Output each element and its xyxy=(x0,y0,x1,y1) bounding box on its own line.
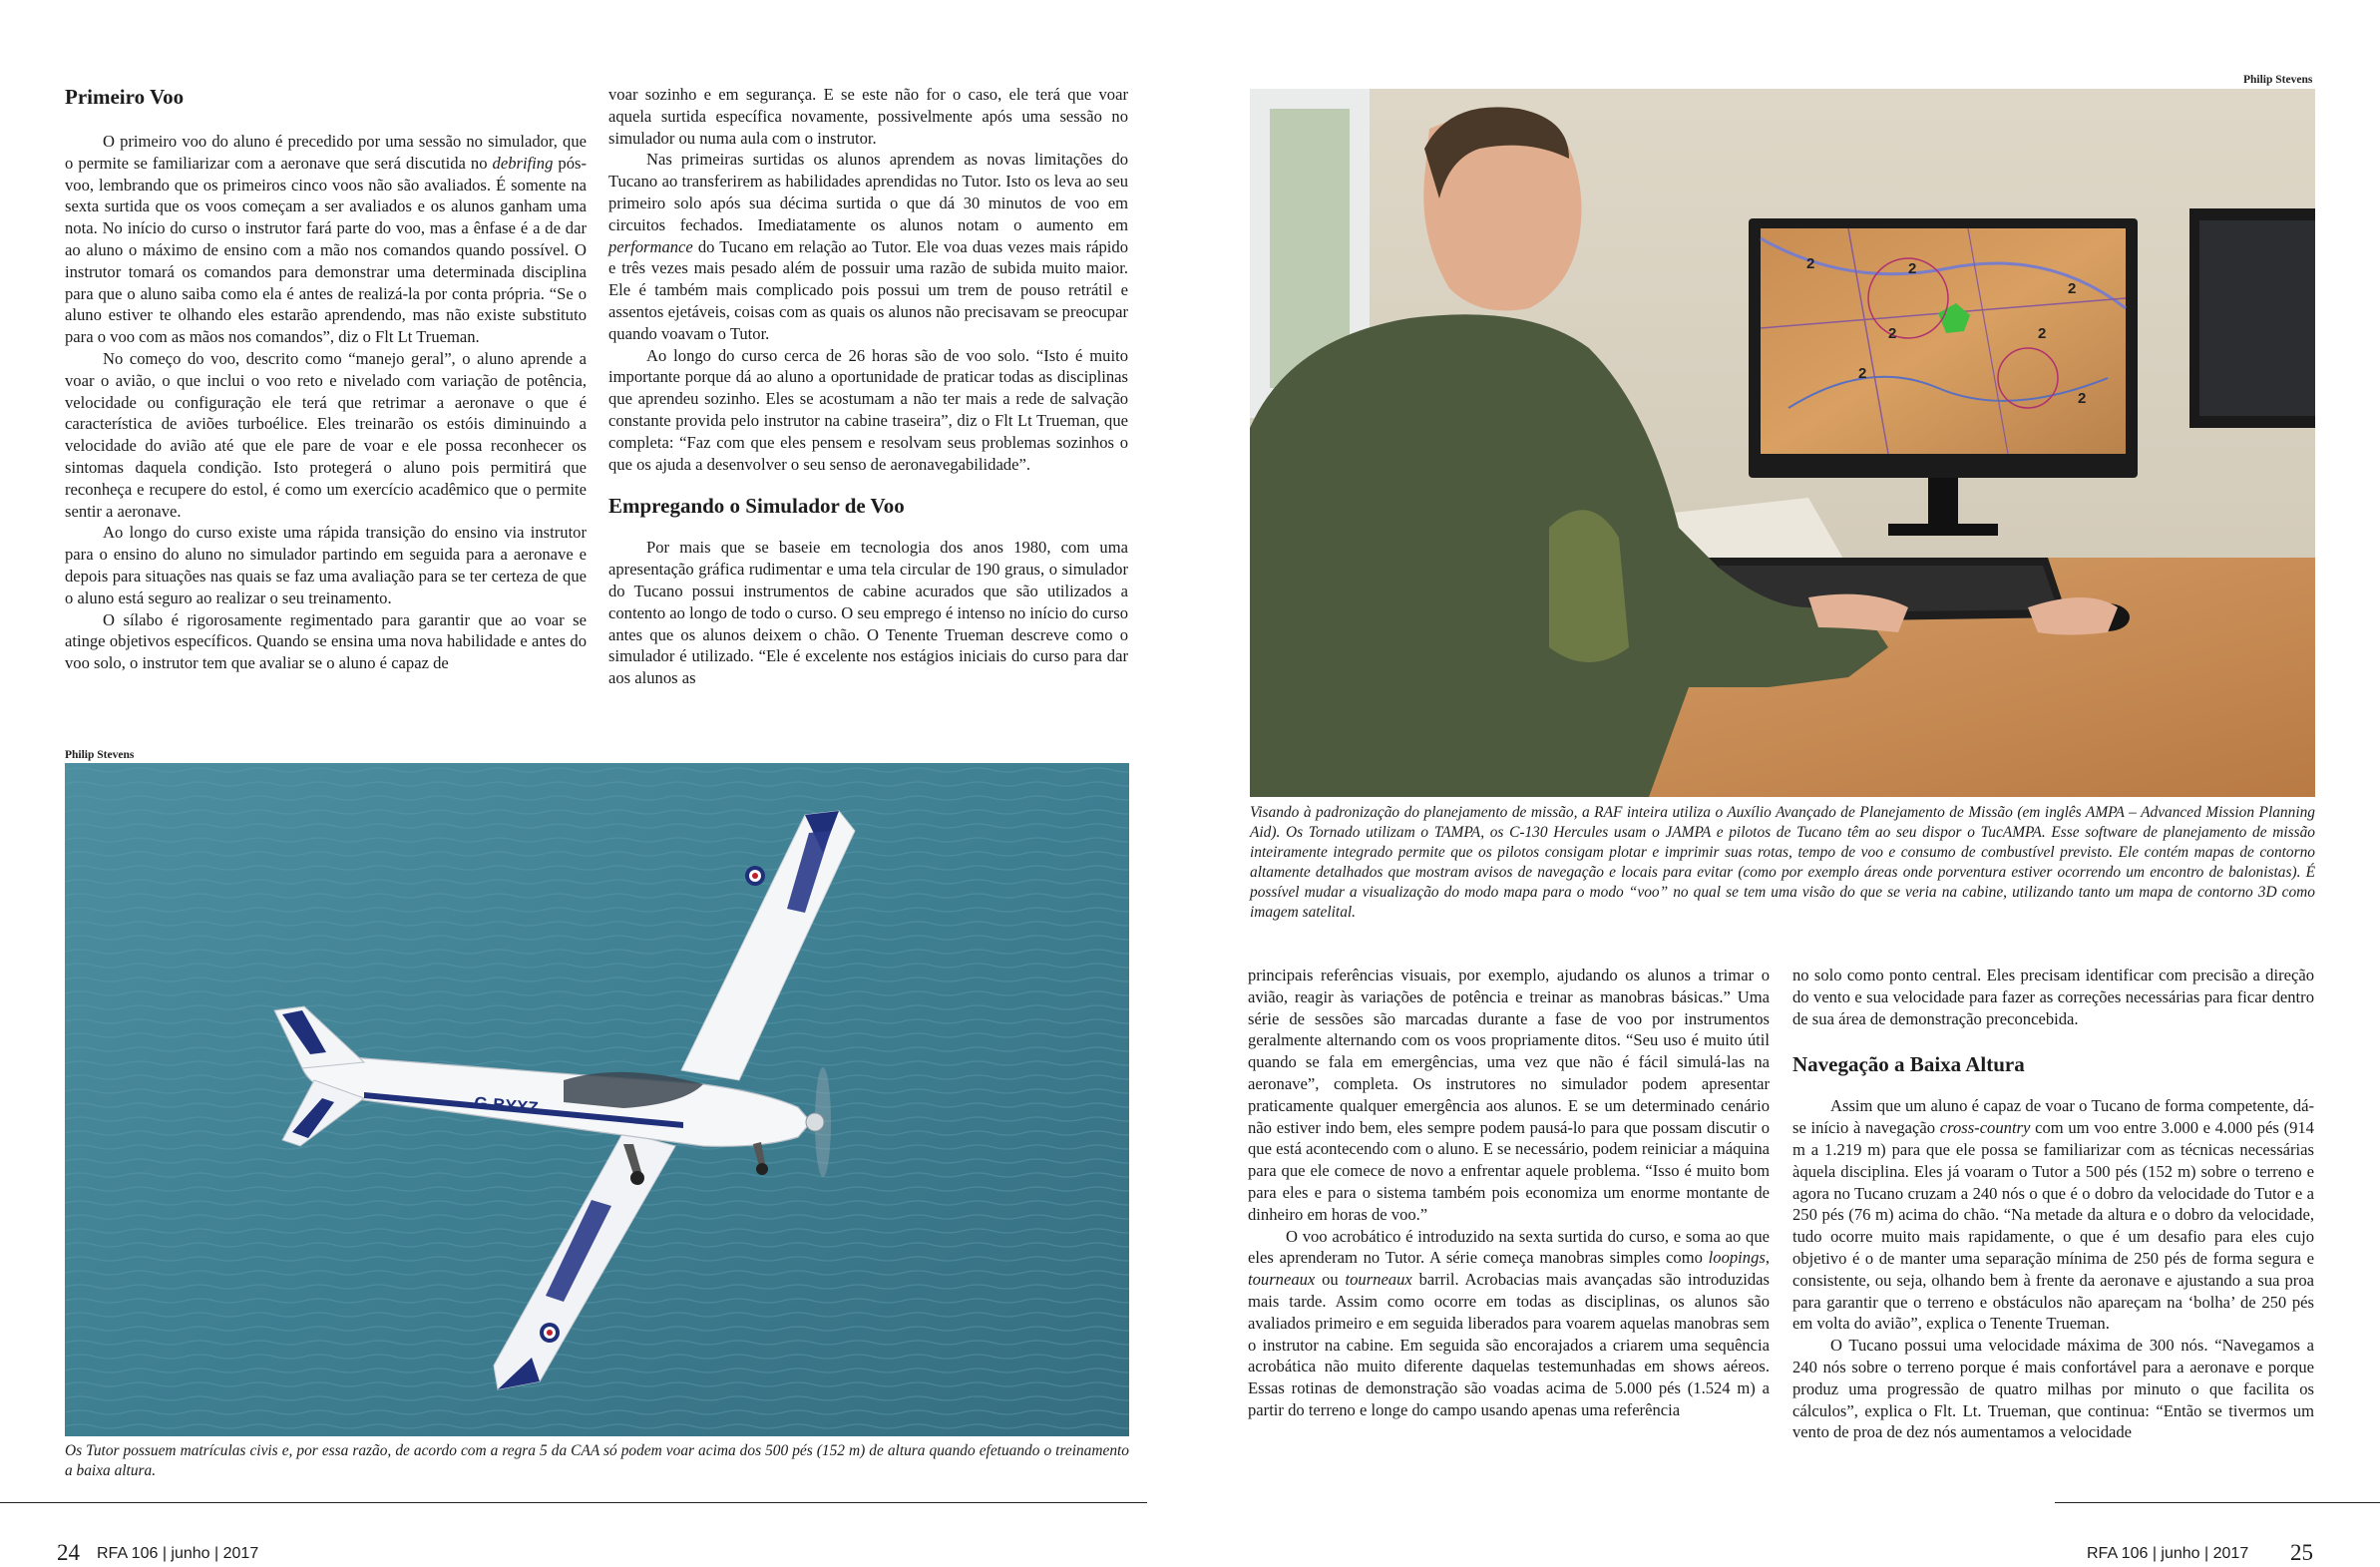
section-heading-navegacao: Navegação a Baixa Altura xyxy=(1792,1052,2025,1077)
map-label: 2 xyxy=(2068,280,2077,297)
mission-planning-photo xyxy=(1250,89,2315,797)
aircraft-registration: G-BYXZ xyxy=(473,1093,540,1118)
right-column-2 xyxy=(1792,965,2314,1443)
right-column-1 xyxy=(1248,965,1770,1421)
magazine-footer-left: RFA 106 | junho | 2017 xyxy=(97,1545,259,1562)
paragraph: No começo do voo, descrito como “manejo geral”, o aluno aprende a voar o avião, o que inclui o voo reto e nivelado com variação de potência, velocidade ou configuração ele terá que retrimar a aeronave o que é característica de aviões turboélice. Eles treinarão os estóis diminuindo a velocidade do avião até que ele pare de voar e ele possa reconhecer os sintomas daquela condição. Isto protegerá o aluno pois permitirá que reconheça e recupere do estol, é como um exercício acadêmico que o permite sentir a aeronave. xyxy=(65,348,587,521)
map-label: 2 xyxy=(1888,325,1897,342)
map-label: 2 xyxy=(1858,365,1867,382)
photo-caption-left: Os Tutor possuem matrículas civis e, por essa razão, de acordo com a regra 5 da CAA só podem voar acima dos 500 pés (152 m) de altura quando efetuando o treinamento a baixa altura. xyxy=(65,1442,1129,1479)
photo-credit: Philip Stevens xyxy=(2243,74,2313,86)
aircraft-photo xyxy=(65,763,1129,1436)
map-label: 2 xyxy=(1806,255,1815,272)
photo-caption-right: Visando à padronização do planejamento de missão, a RAF inteira utiliza o Auxílio Avançado de Planejamento de Missão (em inglês AMPA – Advanced Mission Planning Aid). Os Tornado utilizam o TAMPA, os C-130 Hercules usam o JAMPA e pilotos de Tucano têm ao seu dispor o TucAMPA. Esse software de planejamento de missão inteiramente integrado permite que os pilotos consigam plotar e imprimir suas rotas, tempo de voo e consumo de combustível previsto. Ele contém mapas de contorno altamente detalhados que mostram avisos de navegação e locais para evitar (como por exemplo áreas onde porventura estiver ocorrendo um encontro de balonistas). É possível mudar a visualização do modo mapa para o modo “voo” no qual se tem uma visão do que se veria na cabine, utilizando tanto um mapa de contorno 3D como imagem satelital. xyxy=(1250,804,2315,921)
map-label: 2 xyxy=(2078,390,2087,407)
left-column-2 xyxy=(608,84,1128,689)
aircraft-illustration xyxy=(65,763,1129,1436)
footer-rule-left xyxy=(0,1502,1147,1503)
paragraph: O primeiro voo do aluno é precedido por uma sessão no simulador, que o permite se familiarizar com a aeronave que será discutida no debrifing pós-voo, lembrando que os primeiros cinco voos não são avaliados. É somente na sexta surtida que os voos começam a ser avaliados e os alunos ganham uma nota. No início do curso o instrutor fará parte do voo, mas a ênfase é a de dar ao aluno o máximo de ensino com a mão nos comandos quando possível. O instrutor tomará os comandos para demonstrar uma determinada disciplina para que o aluno saiba como ela é antes de realizá-la por conta própria. “Se o aluno estiver te olhando eles estarão aprendendo, mas não existe substituto para o voo com as mãos nos comandos”, diz o Flt Lt Trueman. xyxy=(65,132,587,347)
paragraph: O voo acrobático é introduzido na sexta surtida do curso, e soma ao que eles aprenderam no Tutor. A série começa manobras simples como loopings, tourneaux ou tourneaux barril. Acrobacias mais avançadas são introduzidas mais tarde. Assim como ocorre em todas as disciplinas, os alunos são avaliados primeiro e em seguida liberados para voarem aquelas manobras sem o instrutor na cabine. Em seguida são encorajados a criarem uma sequência acrobática não muito diferente daquelas testemunhadas em shows aéreos. Essas rotinas de demonstração são voadas acima de 5.000 pés (1.524 m) a partir do terreno e longe do campo usando apenas uma referência xyxy=(1248,1226,1770,1419)
paragraph: O sílabo é rigorosamente regimentado para garantir que ao voar se atinge objetivos específicos. Quando se ensina uma nova habilidade e antes do voo solo, o instrutor tem que avaliar se o aluno é capaz de xyxy=(65,609,587,673)
map-label: 2 xyxy=(1908,260,1917,277)
left-column-1 xyxy=(65,84,587,674)
footer-rule-right xyxy=(2055,1502,2380,1503)
page-number-left: 24 xyxy=(57,1540,80,1565)
paragraph: O Tucano possui uma velocidade máxima de 300 nós. “Navegamos a 240 nós sobre o terreno porque é mais confortável para a aeronave e porque produz uma progressão de quatro milhas por minuto o que facilita os cálculos”, explica o Flt. Lt. Trueman, que continua: “Então se tivermos um vento de proa de dez nós aumentamos a velocidade xyxy=(1792,1336,2314,1442)
paragraph: voar sozinho e em segurança. E se este não for o caso, ele terá que voar aquela surtida específica novamente, possivelmente após uma sessão no simulador ou numa aula com o instrutor. xyxy=(608,85,1128,148)
paragraph: Por mais que se baseie em tecnologia dos anos 1980, com uma apresentação gráfica rudimentar e uma tela circular de 190 graus, o simulador do Tucano possui instrumentos de cabine acurados que são utilizados a contento ao longo de todo o curso. O seu emprego é intenso no início do curso antes que os alunos deixem o chão. O Tenente Trueman descreve como o simulador é utilizado. “Ele é excelente nos estágios iniciais do curso para dar aos alunos as xyxy=(608,538,1128,688)
paragraph: no solo como ponto central. Eles precisam identificar com precisão a direção do vento e sua velocidade para fazer as correções necessárias para ficar dentro de sua área de demonstração preconcebida. xyxy=(1792,966,2314,1028)
section-heading-simulador: Empregando o Simulador de Voo xyxy=(608,494,905,519)
pilot-at-workstation-illustration xyxy=(1250,89,2315,797)
photo-credit: Philip Stevens xyxy=(65,749,135,761)
paragraph: Nas primeiras surtidas os alunos aprendem as novas limitações do Tucano ao transferirem as habilidades aprendidas no Tutor. Isto os leva ao seu primeiro solo após sua décima surtida o que dá 30 minutos de voo em circuitos fechados. Imediatamente os alunos notam o aumento em performance do Tucano em relação ao Tutor. Ele voa duas vezes mais rápido e três vezes mais pesado além de possuir uma razão de subida muito maior. Ele é também mais complicado pois possui um trem de pouso retrátil e assentos ejetáveis, coisas com as quais os alunos não precisavam se preocupar quando voavam o Tutor. xyxy=(608,150,1128,343)
section-heading-primeiro-voo: Primeiro Voo xyxy=(65,85,185,109)
magazine-footer-right: RFA 106 | junho | 2017 xyxy=(2087,1545,2249,1562)
paragraph: principais referências visuais, por exemplo, ajudando os alunos a trimar o avião, reagir às variações de potência e treinar as manobras básicas.” Uma série de sessões são marcadas durante a fase de voo por instrumentos geralmente alternando com os voos propriamente ditos. “Seu uso é muito útil quando se fala em emergências, uma vez que não é fácil simulá-las na aeronave”, completa. Os instrutores no simulador podem apresentar praticamente qualquer emergência aos alunos. E se um determinado cenário não estiver indo bem, eles sempre podem pausá-lo para que possam discutir o que está acontecendo com o aluno. E se necessário, podem reiniciar a máquina para que ele comece de novo a enfrentar aquele problema. “Isso é muito bom para eles e para o sistema também pois economiza um enorme montante de dinheiro em horas de voo.” xyxy=(1248,966,1770,1224)
page-number-right: 25 xyxy=(2290,1540,2313,1565)
paragraph: Ao longo do curso existe uma rápida transição do ensino via instrutor para o ensino do aluno no simulador partindo em seguida para a aeronave e depois para situações nas quais se faz uma avaliação para se ter certeza de que o aluno está seguro ao realizar o seu treinamento. xyxy=(65,523,587,607)
map-label: 2 xyxy=(2038,325,2047,342)
paragraph: Ao longo do curso cerca de 26 horas são de voo solo. “Isto é muito importante porque dá ao aluno a oportunidade de praticar todas as disciplinas que aprendeu sozinho. Eles se acostumam a não ter mais a rede de salvação constante provida pelo instrutor na cabine traseira”, diz o Flt Lt Trueman, que completa: “Faz com que eles pensem e resolvam seus problemas sozinhos o que os ajuda a desenvolver o seu senso de aeronavegabilidade”. xyxy=(608,345,1128,474)
paragraph: Assim que um aluno é capaz de voar o Tucano de forma competente, dá-se início à navegação cross-country com um voo entre 3.000 e 4.000 pés (914 m a 1.219 m) para que ele possa se familiarizar com as técnicas necessárias àquela disciplina. Eles já voaram o Tutor a 500 pés (152 m) sobre o terreno e agora no Tucano cruzam a 240 nós o que é o dobro da velocidade do Tutor e a 250 pés (76 m) acima do chão. “Na metade da altura e o dobro da velocidade, tudo ocorre muito mais rapidamente, o que é um desafio para eles cujo objetivo é o de manter uma separação mínima de 250 pés de forma segura e consistente, ou seja, olhando bem à frente da aeronave e ajustando a sua proa para garantir que o terreno e obstáculos não apareçam na ‘bolha’ de 250 pés em volta do avião”, explica o Tenente Trueman. xyxy=(1792,1096,2314,1334)
